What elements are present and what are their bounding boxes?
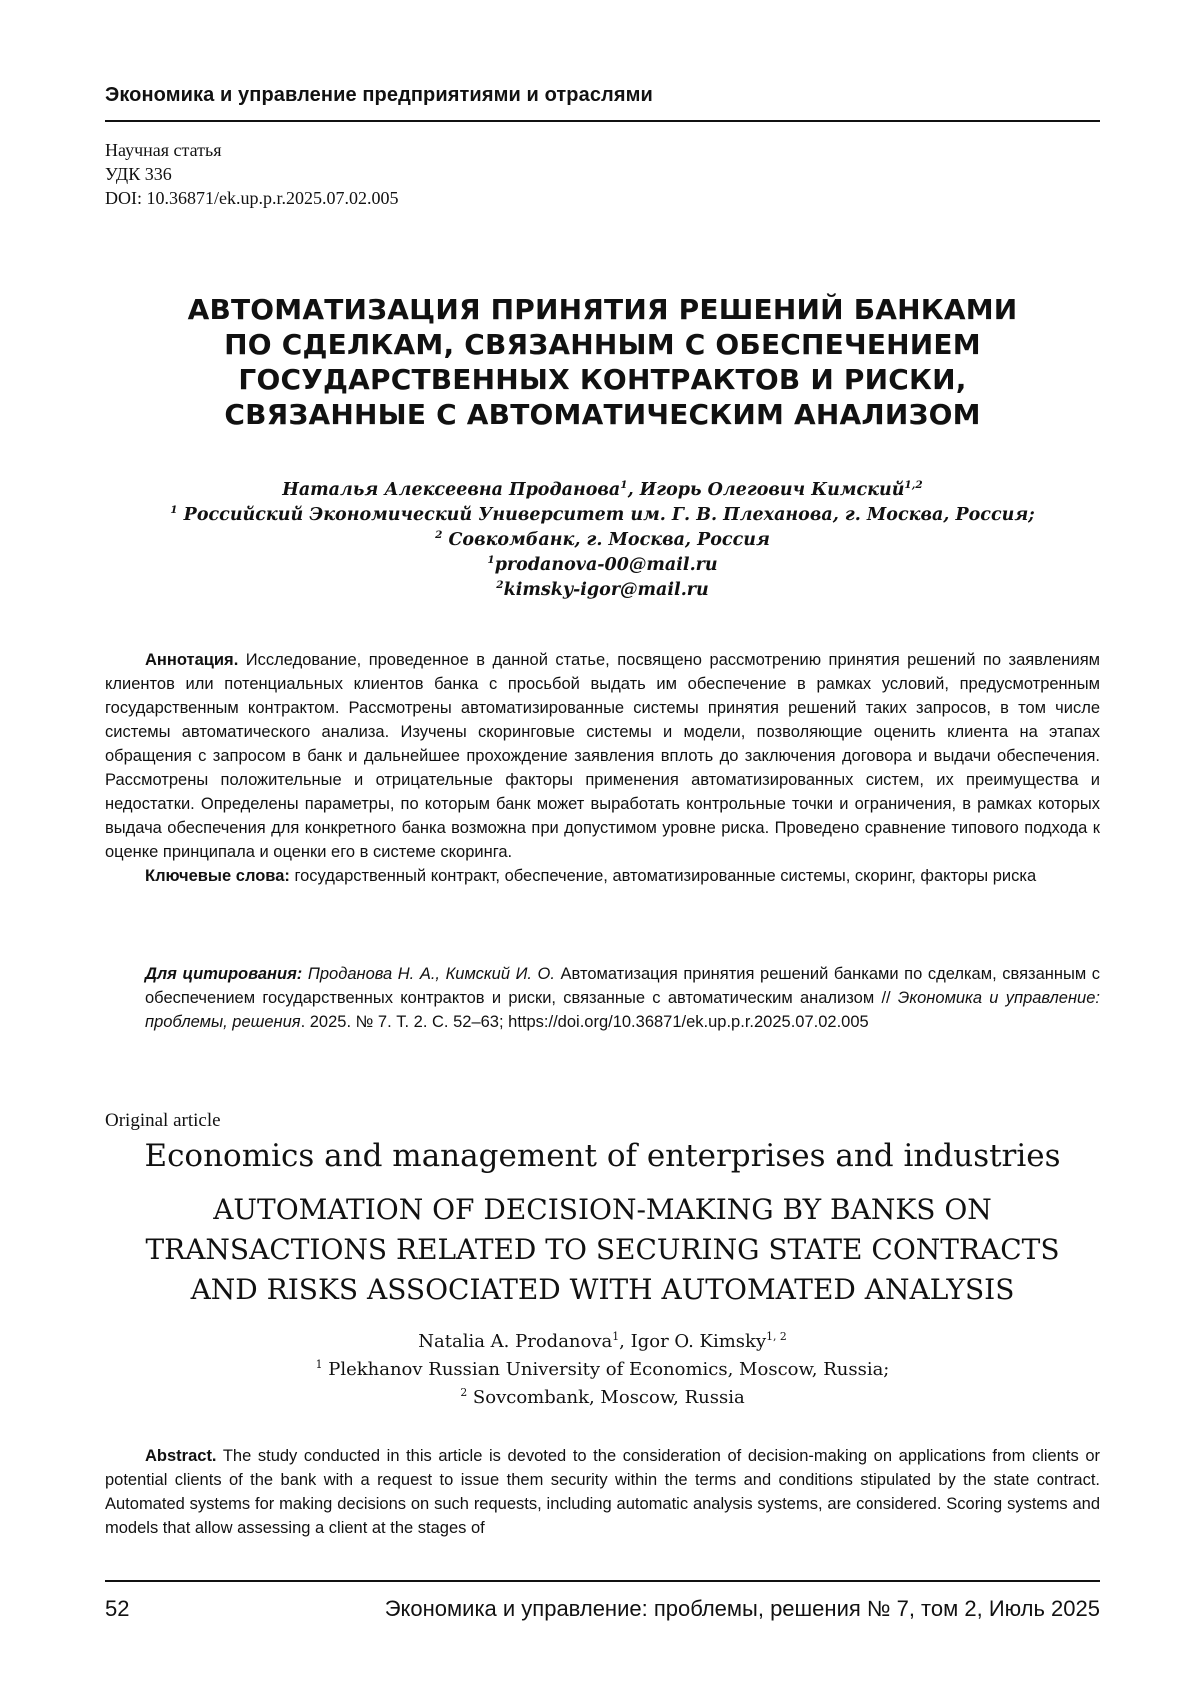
- citation-details[interactable]: . 2025. № 7. Т. 2. С. 52–63; https://doi.org/10.36871/ek.up.p.r.2025.07.02.005: [300, 1013, 869, 1031]
- ru-author-line: [105, 478, 1100, 503]
- email-marker: 1: [487, 554, 495, 567]
- en-abstract-text: The study conducted in this article is devoted to the consideration of decision-making on applications from clients or potential clients of the bank with a request to issue them security within the terms and conditions stipulated by the state contract. Automated systems for making decisions on such requests, including automatic analysis systems, are considered. Scoring systems and models that allow assessing a client at the stages of: [105, 1447, 1100, 1537]
- article-meta: [105, 138, 398, 210]
- ru-author-1-affil: 1: [620, 479, 628, 492]
- citation-block: [145, 962, 1100, 1034]
- ru-title-line: ГОСУДАРСТВЕННЫХ КОНТРАКТОВ И РИСКИ,: [238, 363, 967, 396]
- en-affiliation-2: [105, 1384, 1100, 1412]
- journal-page: [105, 0, 1100, 1698]
- ru-affiliation-2: [105, 528, 1100, 553]
- ru-keywords-label: Ключевые слова:: [145, 867, 290, 885]
- footer-divider: [105, 1580, 1100, 1582]
- en-author-1-affil: 1: [612, 1330, 620, 1343]
- ru-abstract: [105, 648, 1100, 888]
- ru-title-line: СВЯЗАННЫЕ С АВТОМАТИЧЕСКИМ АНАЛИЗОМ: [224, 398, 981, 431]
- ru-authors-block: [105, 478, 1100, 603]
- ru-author-2-affil: 1,2: [904, 479, 923, 492]
- ru-author-separator: ,: [627, 480, 640, 500]
- en-abstract: [105, 1444, 1100, 1540]
- affil-text: Plekhanov Russian University of Economics, Moscow, Russia;: [322, 1359, 890, 1380]
- ru-title-line: АВТОМАТИЗАЦИЯ ПРИНЯТИЯ РЕШЕНИЙ БАНКАМИ: [187, 293, 1018, 326]
- en-author-line: [105, 1328, 1100, 1356]
- article-type: Научная статья: [105, 140, 222, 160]
- header-divider: [105, 120, 1100, 122]
- ru-affiliation-1: [105, 503, 1100, 528]
- affil-marker: 2: [460, 1386, 468, 1399]
- en-title-line: AND RISKS ASSOCIATED WITH AUTOMATED ANALYSIS: [190, 1273, 1015, 1306]
- en-article-type: Original article: [105, 1110, 221, 1131]
- en-abstract-label: Abstract.: [145, 1447, 217, 1465]
- affil-marker: 1: [315, 1358, 323, 1371]
- en-author-2: Igor O. Kimsky: [630, 1331, 767, 1352]
- citation-label: Для цитирования:: [145, 965, 303, 983]
- ru-title-line: ПО СДЕЛКАМ, СВЯЗАННЫМ С ОБЕСПЕЧЕНИЕМ: [224, 328, 981, 361]
- ru-title: [105, 292, 1100, 432]
- ru-author-2: Игорь Олегович Кимский: [639, 480, 905, 500]
- en-author-1: Natalia A. Prodanova: [418, 1331, 613, 1352]
- ru-author-1: Наталья Алексеевна Проданова: [282, 480, 621, 500]
- ru-abstract-text: Исследование, проведенное в данной статье, посвящено рассмотрению принятия решений по заявлениям клиентов или потенциальных клиентов банка с просьбой выдать им обеспечение в рамках условий, предусмотренным государственным контрактом. Рассмотрены автоматизированные системы принятия решений таких запросов, в том числе системы автоматического анализа. Изучены скоринговые системы и модели, позволяющие оценить клиента на этапах обращения с запросом в банк и дальнейшее прохождение заявления вплоть до заключения договора и выдачи обеспечения. Рассмотрены положительные и отрицательные факторы применения автоматизированных систем, их преимущества и недостатки. Определены параметры, по которым банк может выработать контрольные точки и ограничения, в рамках которых выдача обеспечения для конкретного банка возможна при допустимом уровне риска. Проведено сравнение типового подхода к оценке принципала и оценки его в системе скоринга.: [105, 651, 1100, 861]
- en-author-separator: ,: [619, 1331, 631, 1352]
- ru-abstract-paragraph: [105, 648, 1100, 864]
- affil-text: Sovcombank, Moscow, Russia: [467, 1387, 745, 1408]
- affil-marker: 1: [170, 504, 178, 517]
- running-head: Экономика и управление предприятиями и отраслями: [105, 84, 653, 106]
- ru-email-1: [105, 553, 1100, 578]
- email-link[interactable]: prodanova-00@mail.ru: [494, 555, 718, 575]
- affil-text: Совкомбанк, г. Москва, Россия: [442, 530, 770, 550]
- ru-keywords-text: государственный контракт, обеспечение, автоматизированные системы, скоринг, факторы риска: [289, 867, 1037, 885]
- affil-text: Российский Экономический Университет им. Г. В. Плеханова, г. Москва, Россия;: [177, 505, 1035, 525]
- citation-authors: Проданова Н. А., Кимский И. О.: [302, 965, 555, 983]
- en-title-line: AUTOMATION OF DECISION-MAKING BY BANKS ON: [213, 1193, 992, 1226]
- email-link[interactable]: kimsky-igor@mail.ru: [503, 580, 709, 600]
- ru-email-2: [105, 578, 1100, 603]
- citation-journal: Экономика и управление: проблемы, решения: [145, 989, 1100, 1031]
- en-title: [105, 1190, 1100, 1310]
- en-affiliation-1: [105, 1356, 1100, 1384]
- citation-text: Автоматизация принятия решений банками по сделкам, связанным с обеспечением государственных контрактов и риски, связанные с автоматическим анализом //: [145, 965, 1100, 1007]
- en-rubric: Economics and management of enterprises and industries: [144, 1138, 1061, 1174]
- doi: DOI: 10.36871/ek.up.p.r.2025.07.02.005: [105, 188, 399, 208]
- email-marker: 2: [496, 579, 504, 592]
- affil-marker: 2: [435, 529, 443, 542]
- en-author-2-affil: 1, 2: [766, 1330, 787, 1343]
- footer-journal: Экономика и управление: проблемы, решения № 7, том 2, Июль 2025: [384, 1596, 1100, 1621]
- ru-abstract-label: Аннотация.: [145, 651, 239, 669]
- page-number: 52: [105, 1596, 130, 1621]
- en-authors-block: [105, 1328, 1100, 1412]
- udc-code: УДК 336: [105, 164, 172, 184]
- en-title-line: TRANSACTIONS RELATED TO SECURING STATE CONTRACTS: [145, 1233, 1060, 1266]
- ru-keywords: [105, 864, 1100, 888]
